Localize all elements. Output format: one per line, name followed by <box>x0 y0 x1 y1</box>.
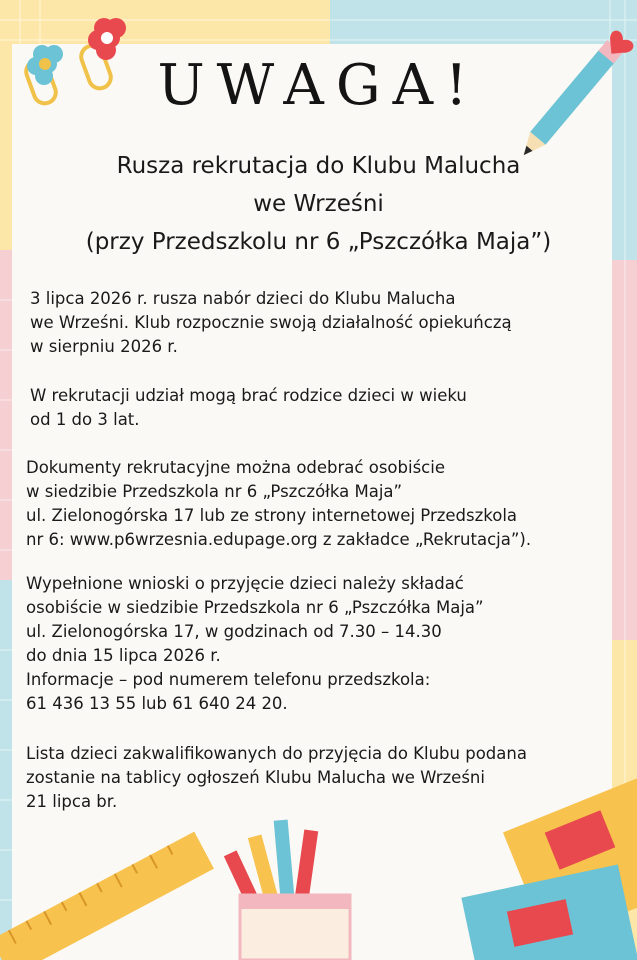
text-line: Lista dzieci zakwalifikowanych do przyjęcia do Klubu podana <box>26 744 527 763</box>
text-line: 3 lipca 2026 r. rusza nabór dzieci do Klubu Malucha <box>30 289 456 308</box>
paragraph-1 <box>30 287 512 359</box>
text-line: Dokumenty rekrutacyjne można odebrać osobiście <box>26 458 445 477</box>
subtitle-line-2: we Wrześni <box>253 191 384 217</box>
paragraph-5 <box>26 742 527 814</box>
text-line: we Wrześni. Klub rozpocznie swoją działalność opiekuńczą <box>30 313 512 332</box>
text-line: nr 6: www.p6wrzesnia.edupage.org z zakładce „Rekrutacja”). <box>26 530 532 549</box>
text-line: W rekrutacji udział mogą brać rodzice dzieci w wieku <box>30 386 467 405</box>
paragraph-3 <box>26 456 531 552</box>
text-line: osobiście w siedzibie Przedszkola nr 6 „Pszczółka Maja” <box>26 598 484 617</box>
subtitle-line-1: Rusza rekrutacja do Klubu Malucha <box>116 153 521 179</box>
text-line: w siedzibie Przedszkola nr 6 „Pszczółka Maja” <box>26 482 403 501</box>
text-line: Wypełnione wnioski o przyjęcie dzieci należy składać <box>26 574 464 593</box>
paragraph-2 <box>30 384 467 432</box>
text-line: od 1 do 3 lat. <box>30 410 140 429</box>
text-line: 21 lipca br. <box>26 792 118 811</box>
page-title: UWAGA! <box>157 53 480 118</box>
text-line: ul. Zielonogórska 17, w godzinach od 7.30 – 14.30 <box>26 622 442 641</box>
text-line: Informacje – pod numerem telefonu przedszkola: <box>26 670 431 689</box>
text-line: 61 436 13 55 lub 61 640 24 20. <box>26 694 288 713</box>
text-line: zostanie na tablicy ogłoszeń Klubu Malucha we Wrześni <box>26 768 485 787</box>
text-line: ul. Zielonogórska 17 lub ze strony internetowej Przedszkola <box>26 506 518 525</box>
ruler-icon <box>0 832 214 960</box>
text-line: do dnia 15 lipca 2026 r. <box>26 646 221 665</box>
text-line: w sierpniu 2026 r. <box>30 337 178 356</box>
paragraph-4 <box>26 572 484 716</box>
subtitle-line-3: (przy Przedszkolu nr 6 „Pszczółka Maja”) <box>85 229 552 255</box>
pencil-cup-icon <box>224 820 350 960</box>
